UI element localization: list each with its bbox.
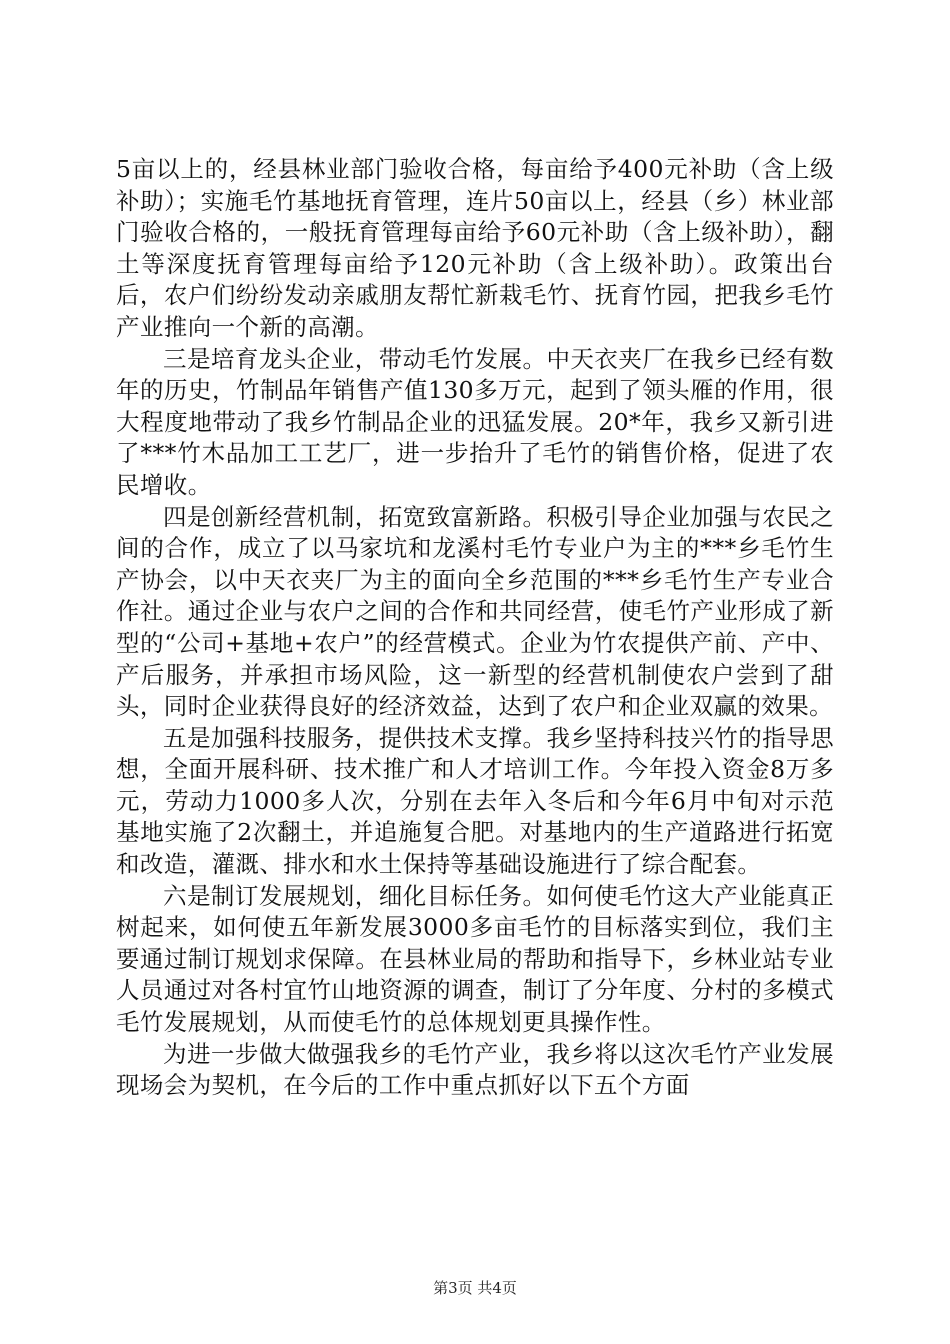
- paragraph-business-mechanism: 四是创新经营机制，拓宽致富新路。积极引导企业加强与农民之间的合作，成立了以马家坑和龙溪村毛竹专业户为主的***乡毛竹生产协会，以中天衣夹厂为主的面向全乡范围的***乡毛竹生产专业合作社。通过企业与农户之间的合作和共同经营，使毛竹产业形成了新型的“公司+基地+农户”的经营模式。企业为竹农提供产前、产中、产后服务，并承担市场风险，这一新型的经营机制使农户尝到了甜头，同时企业获得良好的经济效益，达到了农户和企业双赢的效果。: [116, 502, 834, 721]
- page-footer: [0, 1278, 950, 1298]
- paragraph-subsidy-policy: 5亩以上的，经县林业部门验收合格，每亩给予400元补助（含上级补助）；实施毛竹基地抚育管理，连片50亩以上，经县（乡）林业部门验收合格的，一般抚育管理每亩给予60元补助（含上级补助），翻土等深度抚育管理每亩给予120元补助（含上级补助）。政策出台后，农户们纷纷发动亲戚朋友帮忙新栽毛竹、抚育竹园，把我乡毛竹产业推向一个新的高潮。: [116, 155, 834, 341]
- paragraph-future-work: 为进一步做大做强我乡的毛竹产业，我乡将以这次毛竹产业发展现场会为契机，在今后的工作中重点抓好以下五个方面: [116, 1039, 834, 1100]
- page-number-label: 第3页 共4页: [433, 1279, 517, 1297]
- document-body: [116, 154, 834, 1102]
- paragraph-tech-service: 五是加强科技服务，提供技术支撑。我乡坚持科技兴竹的指导思想，全面开展科研、技术推广和人才培训工作。今年投入资金8万多元，劳动力1000多人次，分别在去年入冬后和今年6月中旬对示范基地实施了2次翻土，并追施复合肥。对基地内的生产道路进行拓宽和改造，灌溉、排水和水土保持等基础设施进行了综合配套。: [116, 723, 834, 879]
- paragraph-leading-enterprise: 三是培育龙头企业，带动毛竹发展。中天衣夹厂在我乡已经有数年的历史，竹制品年销售产值130多万元，起到了领头雁的作用，很大程度地带动了我乡竹制品企业的迅猛发展。20*年，我乡又新引进了***竹木品加工工艺厂，进一步抬升了毛竹的销售价格，促进了农民增收。: [116, 344, 834, 499]
- paragraph-development-plan: 六是制订发展规划，细化目标任务。如何使毛竹这大产业能真正树起来，如何使五年新发展3000多亩毛竹的目标落实到位，我们主要通过制订规划求保障。在县林业局的帮助和指导下，乡林业站专业人员通过对各村宜竹山地资源的调查，制订了分年度、分村的多模式毛竹发展规划，从而使毛竹的总体规划更具操作性。: [116, 881, 834, 1037]
